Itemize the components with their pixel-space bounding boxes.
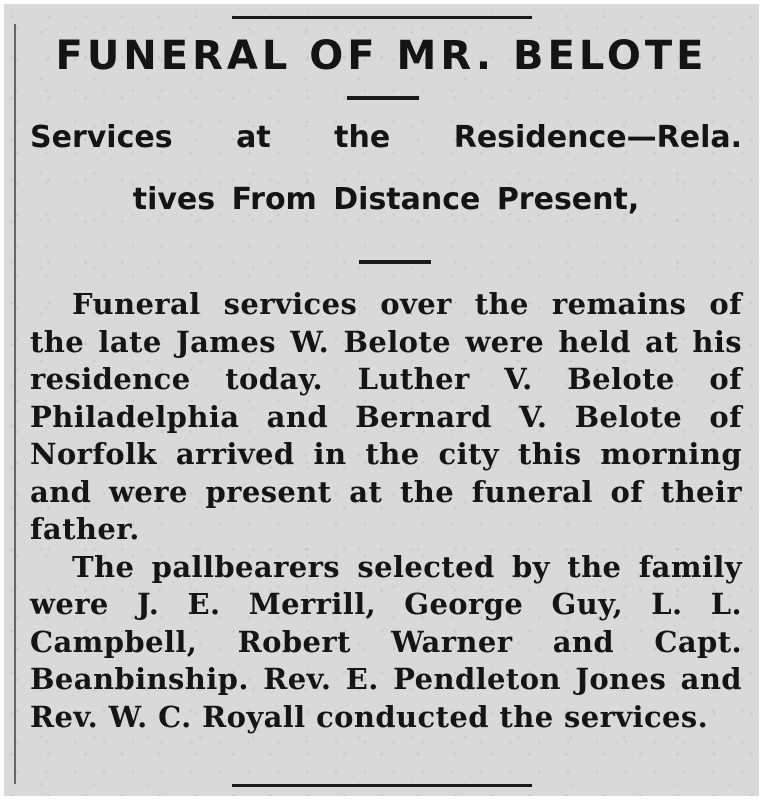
bottom-rule [232,784,532,787]
article-paragraph-1: Funeral services over the remains of the late James W. Belote were held at his residence today. Luther V. Belote of Philadelphia and Bernard V. Belote of Norfolk arrived in the city this morning and were present at the funeral of their father. [30,287,742,546]
article-headline: FUNERAL OF MR. BELOTE [55,33,708,79]
headline-divider [347,96,419,100]
newspaper-clipping [4,4,759,796]
article-subheadline-line-2: tives From Distance Present, [132,182,640,217]
article-body [30,286,742,736]
article-paragraph-2: The pallbearers selected by the family were J. E. Merrill, George Guy, L. L. Campbell, Robert Warner and Capt. Beanbinship. Rev. E. Pendleton Jones and Rev. W. C. Royall conducted the services. [30,549,742,734]
article-subheadline-line-1: Services at the Residence—Rela. [30,120,742,155]
column-rule [14,24,16,784]
top-rule [232,16,532,19]
subheadline-divider [359,260,431,264]
